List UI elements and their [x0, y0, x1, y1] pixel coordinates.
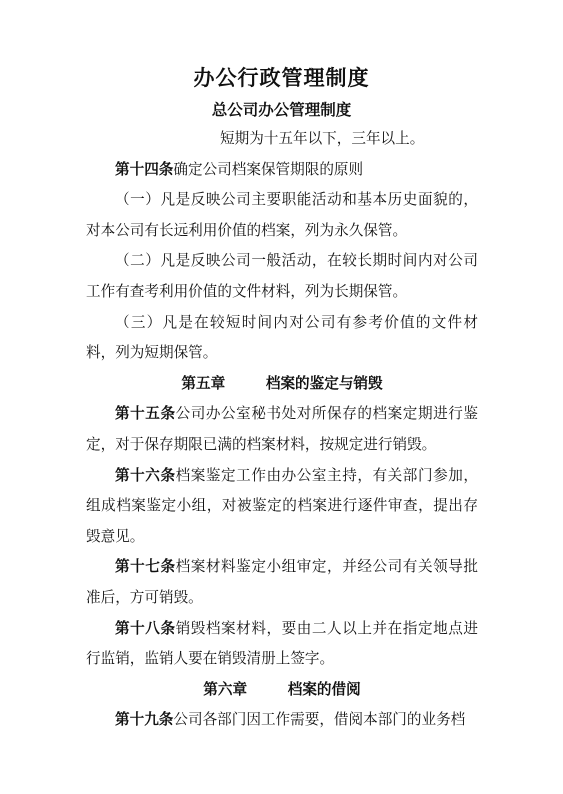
article-19 — [86, 705, 478, 736]
article-number: 第十七条 — [115, 558, 176, 576]
chapter-6-heading — [86, 675, 478, 706]
document-title: 办公行政管理制度 — [193, 65, 370, 90]
paragraph — [86, 185, 478, 246]
article-text: 销毁档案材料，要由二人以上并在指定地点进行监销，监销人要在销毁清册上签字。 — [86, 619, 478, 668]
article-14 — [86, 155, 478, 186]
article-text: 公司办公室秘书处对所保存的档案定期进行鉴定，对于保存期限已满的档案材料，按规定进行销毁。 — [86, 405, 478, 453]
article-number: 第十八条 — [115, 619, 176, 637]
article-text: 档案鉴定工作由办公室主持，有关部门参加，组成档案鉴定小组，对被鉴定的档案进行逐件审查，提出存毁意见。 — [86, 466, 478, 545]
article-number: 第十九条 — [115, 711, 174, 729]
article-text: 档案材料鉴定小组审定，并经公司有关领导批准后，方可销毁。 — [86, 558, 478, 606]
article-16 — [86, 461, 478, 553]
document-subtitle: 总公司办公管理制度 — [211, 101, 352, 119]
article-18 — [86, 614, 478, 675]
paragraph — [86, 124, 478, 155]
chapter-number: 第五章 — [181, 374, 226, 392]
paragraph — [86, 308, 478, 369]
paragraph-text: （二）凡是反映公司一般活动，在较长期时间内对公司工作有查考利用价值的文件材料，列为长期保管。 — [86, 252, 478, 300]
article-number: 第十五条 — [115, 405, 176, 423]
chapter-5-heading — [86, 369, 478, 400]
paragraph-text: （三）凡是在较短时间内对公司有参考价值的文件材料，列为短期保管。 — [86, 313, 478, 362]
article-15 — [86, 399, 478, 460]
paragraph — [86, 246, 478, 307]
paragraph-text: （一）凡是反映公司主要职能活动和基本历史面貌的，对本公司有长远利用价值的档案，列为永久保管。 — [86, 191, 478, 239]
document-body — [86, 124, 478, 736]
article-text: 公司各部门因工作需要，借阅本部门的业务档 — [173, 711, 466, 729]
article-text: 确定公司档案保管期限的原则 — [173, 160, 364, 178]
article-number: 第十六条 — [115, 466, 176, 484]
chapter-title: 档案的鉴定与销毁 — [265, 374, 383, 392]
chapter-title: 档案的借阅 — [287, 680, 361, 698]
paragraph-text: 短期为十五年以下，三年以上。 — [220, 130, 425, 147]
article-17 — [86, 552, 478, 613]
chapter-number: 第六章 — [203, 680, 248, 698]
article-number: 第十四条 — [115, 160, 174, 178]
